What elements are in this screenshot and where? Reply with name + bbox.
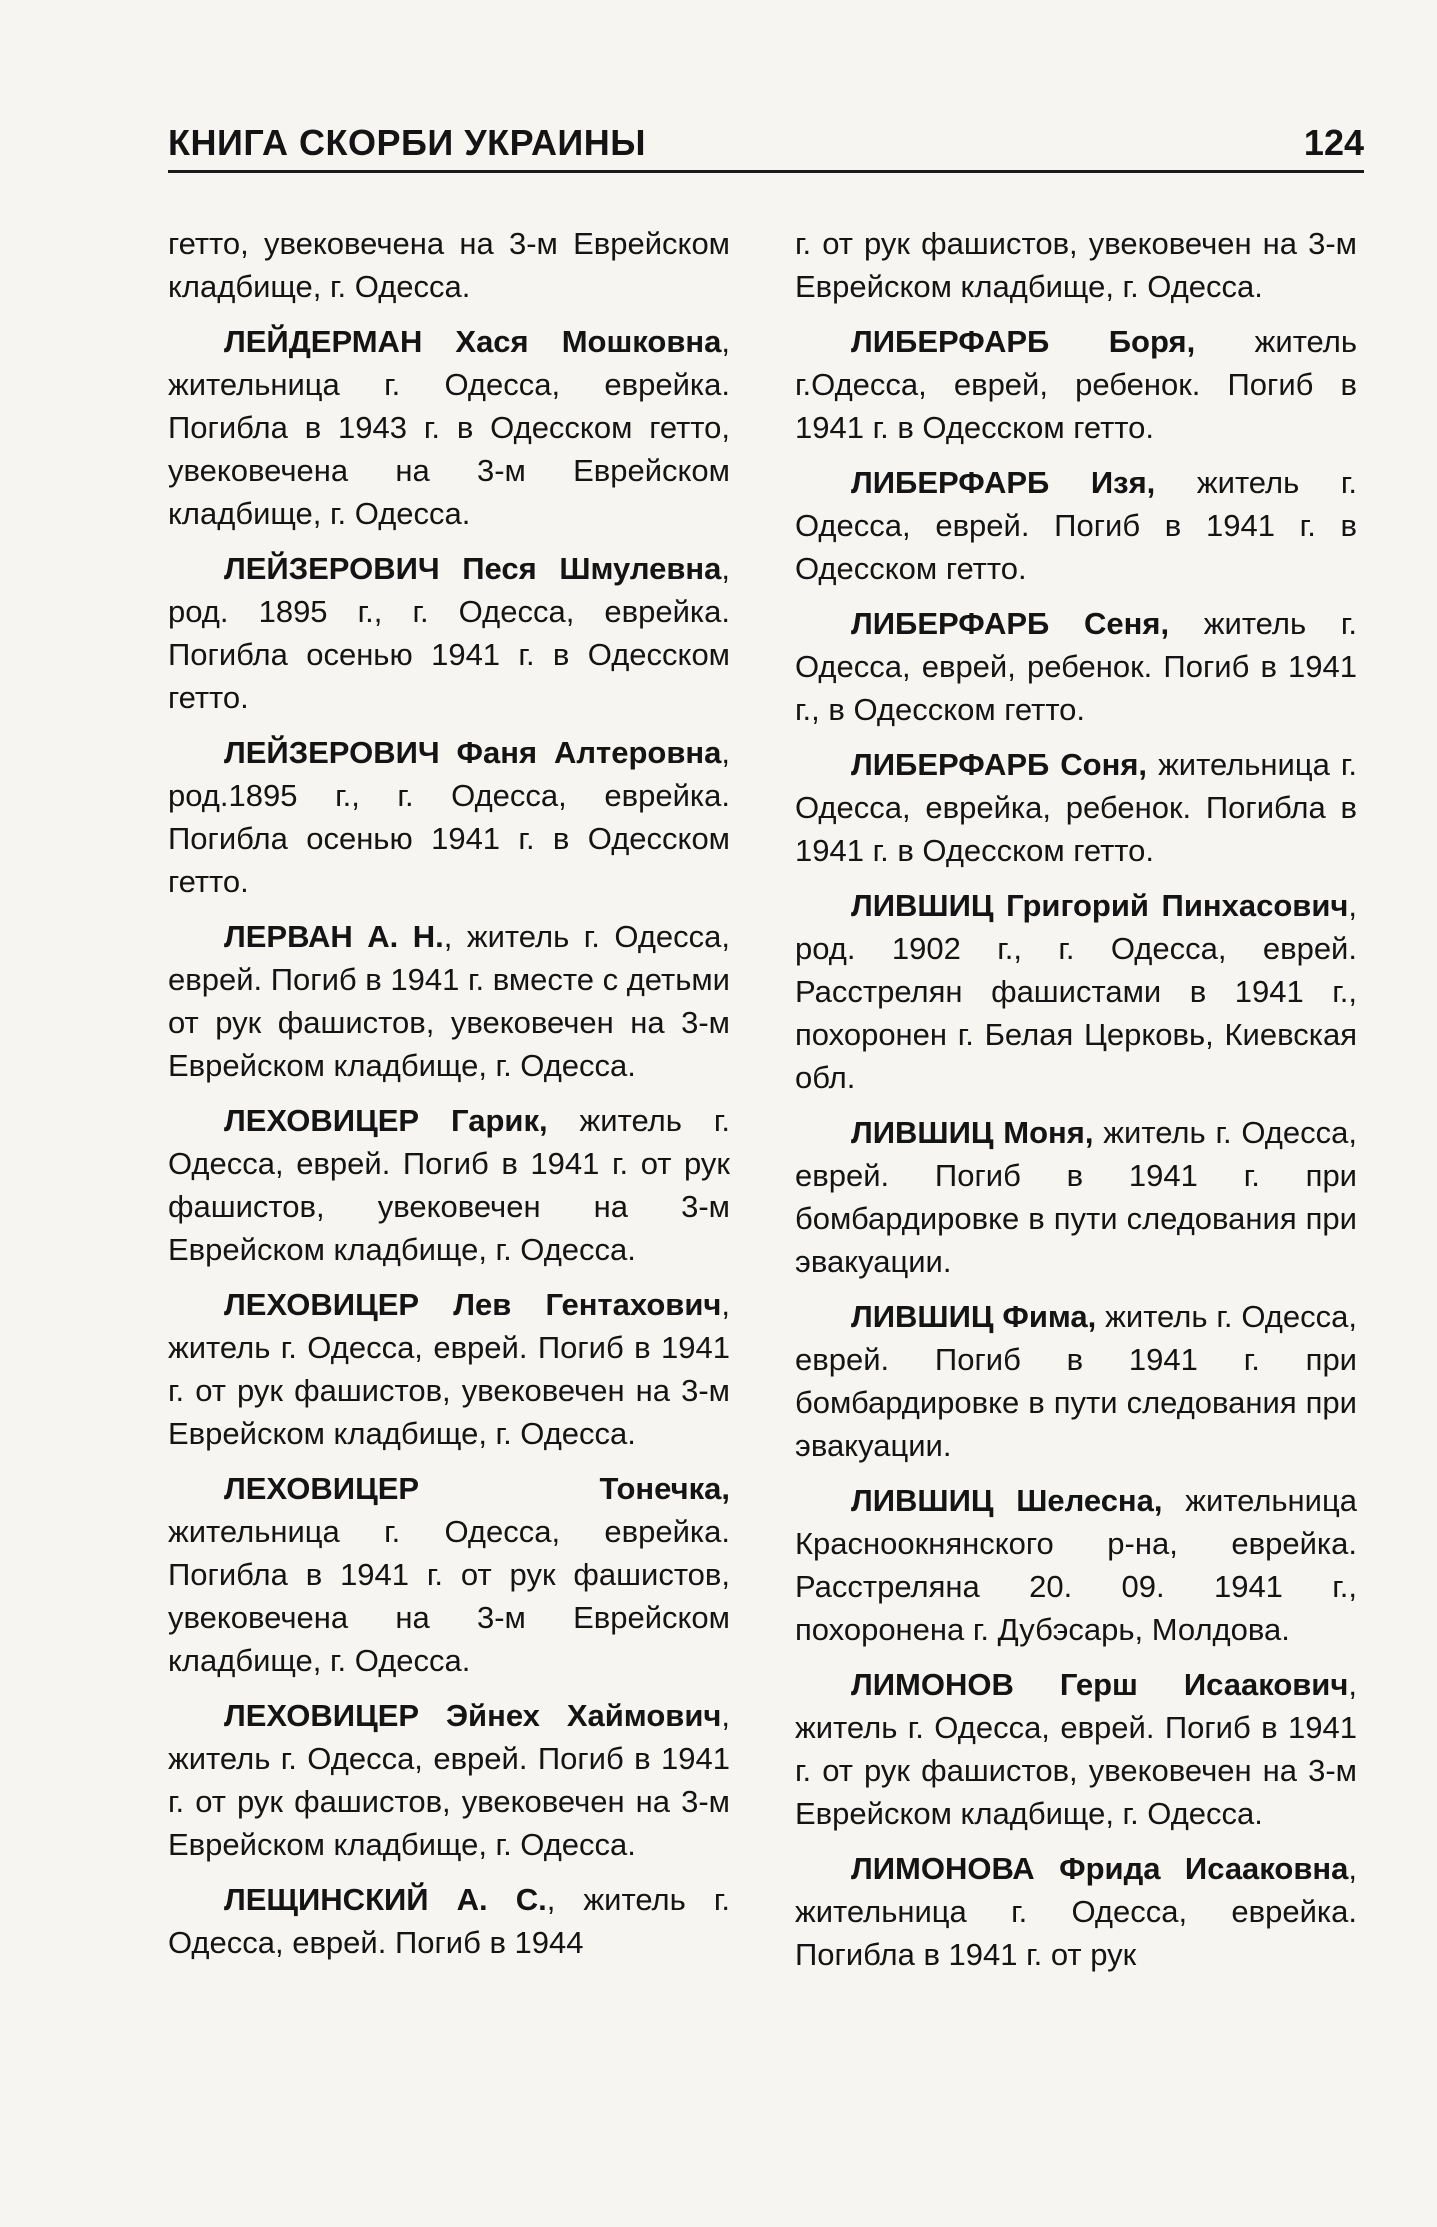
entry-name: ЛИБЕРФАРБ Сеня,: [851, 606, 1170, 641]
entry: [795, 1479, 1357, 1651]
entry: [795, 320, 1357, 449]
entry-text: , род. 1895 г., г. Одесса, еврейка. Погибла осенью 1941 г. в Одесском гетто.: [168, 551, 730, 715]
entry-text: жительница г. Одесса, еврейка, ребенок. Погибла в 1941 г. в Одесском гетто.: [795, 747, 1358, 868]
entry-name: ЛЕХОВИЦЕР Эйнех Хаймович: [224, 1698, 722, 1733]
entry-name: ЛЕХОВИЦЕР Гарик,: [224, 1103, 548, 1138]
entry: [168, 1878, 730, 1964]
entry-text: , жительница г. Одесса, еврейка. Погибла в 1941 г. от рук: [795, 1851, 1357, 1972]
entry-name: ЛИВШИЦ Шелесна,: [851, 1483, 1163, 1518]
entry: [168, 1467, 730, 1682]
entry-name: ЛЕХОВИЦЕР Тонечка,: [224, 1471, 730, 1506]
page-header: [168, 122, 1364, 173]
entry: [168, 1099, 730, 1271]
entry-text: , род. 1902 г., г. Одесса, еврей. Расстрелян фашистами в 1941 г., похоронен г. Белая Церковь, Киевская обл.: [795, 888, 1357, 1095]
entry: [795, 743, 1357, 872]
entry-name: ЛЕРВАН А. Н.: [224, 919, 444, 954]
entry-name: ЛИБЕРФАРБ Изя,: [851, 465, 1156, 500]
entry-name: ЛЕЩИНСКИЙ А. С.: [224, 1882, 547, 1917]
entry-name: ЛИМОНОВ Герш Исаакович: [851, 1667, 1349, 1702]
entry-name: ЛИБЕРФАРБ Боря,: [851, 324, 1196, 359]
entry-name: ЛИВШИЦ Моня,: [851, 1115, 1094, 1150]
entry: [795, 461, 1357, 590]
right-column: [795, 222, 1357, 1988]
entry-text: , жительница г. Одесса, еврейка. Погибла в 1943 г. в Одесском гетто, увековечена на 3-м Еврейском кладбище, г. Одесса.: [168, 324, 730, 531]
entry-text: , житель г. Одесса, еврей. Погиб в 1941 г. от рук фашистов, увековечен на 3-м Еврейском кладбище, г. Одесса.: [795, 1667, 1357, 1831]
entry-text: жительница г. Одесса, еврейка. Погибла в 1941 г. от рук фашистов, увековечена на 3-м Еврейском кладбище, г. Одесса.: [168, 1514, 730, 1678]
entry: [168, 1283, 730, 1455]
entry-name: ЛИВШИЦ Фима,: [851, 1299, 1097, 1334]
entry-text: , житель г. Одесса, еврей. Погиб в 1944: [168, 1882, 730, 1960]
entry: [795, 1663, 1357, 1835]
entry-name: ЛИВШИЦ Григорий Пинхасович: [851, 888, 1349, 923]
entry: [168, 731, 730, 903]
entry: [795, 1847, 1357, 1976]
entry-name: ЛИМОНОВА Фрида Исааковна: [851, 1851, 1349, 1886]
entry: [795, 1111, 1357, 1283]
entry-name: ЛЕХОВИЦЕР Лев Гентахович: [224, 1287, 722, 1322]
entry-text: житель г. Одесса, еврей. Погиб в 1941 г. при бомбардировке в пути следования при эвакуации.: [795, 1115, 1357, 1279]
entry: [168, 547, 730, 719]
entry-name: ЛЕЙЗЕРОВИЧ Песя Шмулевна: [224, 551, 722, 586]
entry-text: житель г. Одесса, еврей. Погиб в 1941 г. от рук фашистов, увековечен на 3-м Еврейском кладбище, г. Одесса.: [168, 1103, 730, 1267]
entry: [168, 915, 730, 1087]
entry-text: , житель г. Одесса, еврей. Погиб в 1941 г. от рук фашистов, увековечен на 3-м Еврейском кладбище, г. Одесса.: [168, 1287, 730, 1451]
page-number: 124: [1303, 122, 1364, 163]
entry-name: ЛЕЙДЕРМАН Хася Мошковна: [224, 324, 722, 359]
entry-text: житель г. Одесса, еврей. Погиб в 1941 г. при бомбардировке в пути следования при эвакуации.: [795, 1299, 1357, 1463]
entry: гетто, увековечена на 3-м Еврейском кладбище, г. Одесса.: [168, 226, 730, 304]
entry-text: житель г. Одесса, еврей. Погиб в 1941 г. в Одесском гетто.: [795, 465, 1358, 586]
entry-text: житель г. Одесса, еврей, ребенок. Погиб в 1941 г., в Одесском гетто.: [795, 606, 1357, 727]
entry-text: житель г.Одесса, еврей, ребенок. Погиб в 1941 г. в Одесском гетто.: [795, 324, 1357, 445]
entry: г. от рук фашистов, увековечен на 3-м Еврейском кладбище, г. Одесса.: [795, 226, 1357, 304]
entry: [168, 1694, 730, 1866]
entry-text: , род.1895 г., г. Одесса, еврейка. Погибла осенью 1941 г. в Одесском гетто.: [168, 735, 730, 899]
book-title: КНИГА СКОРБИ УКРАИНЫ: [168, 122, 647, 163]
entry: [795, 884, 1357, 1099]
entry-name: ЛЕЙЗЕРОВИЧ Фаня Алтеровна: [224, 735, 722, 770]
entry-text: , житель г. Одесса, еврей. Погиб в 1941 г. вместе с детьми от рук фашистов, увековечен на 3-м Еврейском кладбище, г. Одесса.: [168, 919, 730, 1083]
left-column: [168, 222, 730, 1976]
entry: [795, 1295, 1357, 1467]
entry: [168, 320, 730, 535]
entry-text: жительница Красноокнянского р-на, еврейка. Расстреляна 20. 09. 1941 г., похоронена г. Дубэсарь, Молдова.: [795, 1483, 1357, 1647]
entry: [795, 602, 1357, 731]
entry-name: ЛИБЕРФАРБ Соня,: [851, 747, 1148, 782]
entry-text: , житель г. Одесса, еврей. Погиб в 1941 г. от рук фашистов, увековечен на 3-м Еврейском кладбище, г. Одесса.: [168, 1698, 730, 1862]
